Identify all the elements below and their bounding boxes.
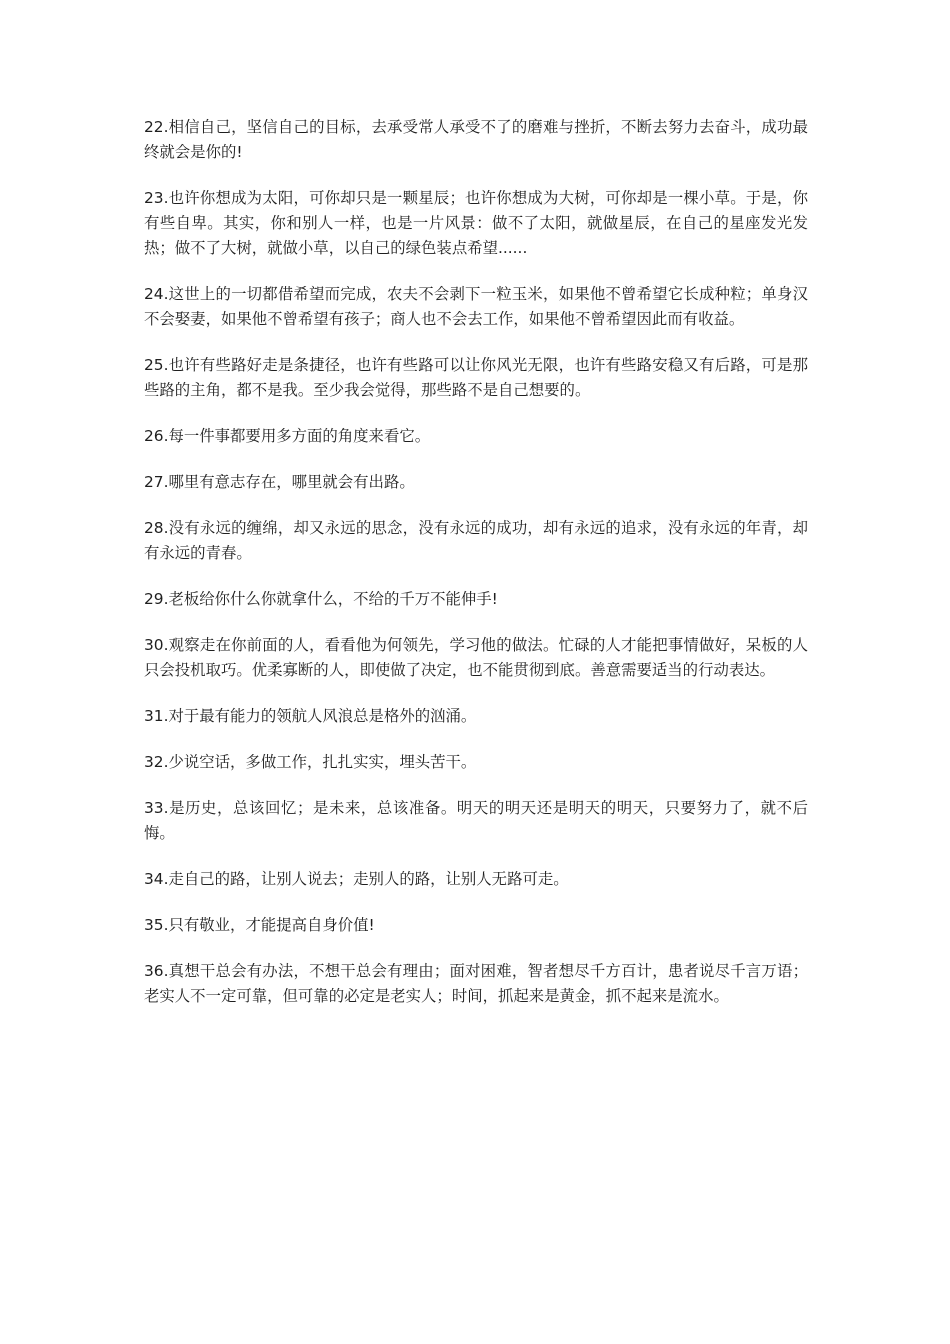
quote-paragraph-28: 28.没有永远的缠绵，却又永远的思念，没有永远的成功，却有永远的追求，没有永远的年青，却有永远的青春。 xyxy=(144,519,808,562)
quote-paragraph-29: 29.老板给你什么你就拿什么，不给的千万不能伸手! xyxy=(144,590,498,608)
quote-paragraph-27: 27.哪里有意志存在，哪里就会有出路。 xyxy=(144,473,415,491)
quote-paragraph-33: 33.是历史，总该回忆；是未来，总该准备。明天的明天还是明天的明天，只要努力了，就不后悔。 xyxy=(144,799,808,842)
quote-paragraph-23: 23.也许你想成为太阳，可你却只是一颗星辰；也许你想成为大树，可你却是一棵小草。于是，你有些自卑。其实，你和别人一样，也是一片风景：做不了太阳，就做星辰，在自己的星座发光发热；做不了大树，就做小草，以自己的绿色装点希望...... xyxy=(144,189,808,257)
quote-paragraph-34: 34.走自己的路，让别人说去；走别人的路，让别人无路可走。 xyxy=(144,870,569,888)
quote-paragraph-25: 25.也许有些路好走是条捷径，也许有些路可以让你风光无限，也许有些路安稳又有后路，可是那些路的主角，都不是我。至少我会觉得，那些路不是自己想要的。 xyxy=(144,356,808,399)
quote-paragraph-22: 22.相信自己，坚信自己的目标，去承受常人承受不了的磨难与挫折，不断去努力去奋斗，成功最终就会是你的! xyxy=(144,118,808,161)
quote-paragraph-31: 31.对于最有能力的领航人风浪总是格外的汹涌。 xyxy=(144,707,477,725)
quote-paragraph-35: 35.只有敬业，才能提高自身价值! xyxy=(144,916,375,934)
document-body xyxy=(144,115,808,1030)
quote-paragraph-24: 24.这世上的一切都借希望而完成，农夫不会剥下一粒玉米，如果他不曾希望它长成种粒；单身汉不会娶妻，如果他不曾希望有孩子；商人也不会去工作，如果他不曾希望因此而有收益。 xyxy=(144,285,808,328)
quote-paragraph-30: 30.观察走在你前面的人，看看他为何领先，学习他的做法。忙碌的人才能把事情做好，呆板的人只会投机取巧。优柔寡断的人，即使做了决定，也不能贯彻到底。善意需要适当的行动表达。 xyxy=(144,636,808,679)
quote-paragraph-26: 26.每一件事都要用多方面的角度来看它。 xyxy=(144,427,431,445)
quote-paragraph-32: 32.少说空话，多做工作，扎扎实实，埋头苦干。 xyxy=(144,753,477,771)
quote-paragraph-36: 36.真想干总会有办法，不想干总会有理由；面对困难，智者想尽千方百计，患者说尽千言万语；老实人不一定可靠，但可靠的必定是老实人；时间，抓起来是黄金，抓不起来是流水。 xyxy=(144,962,808,1005)
